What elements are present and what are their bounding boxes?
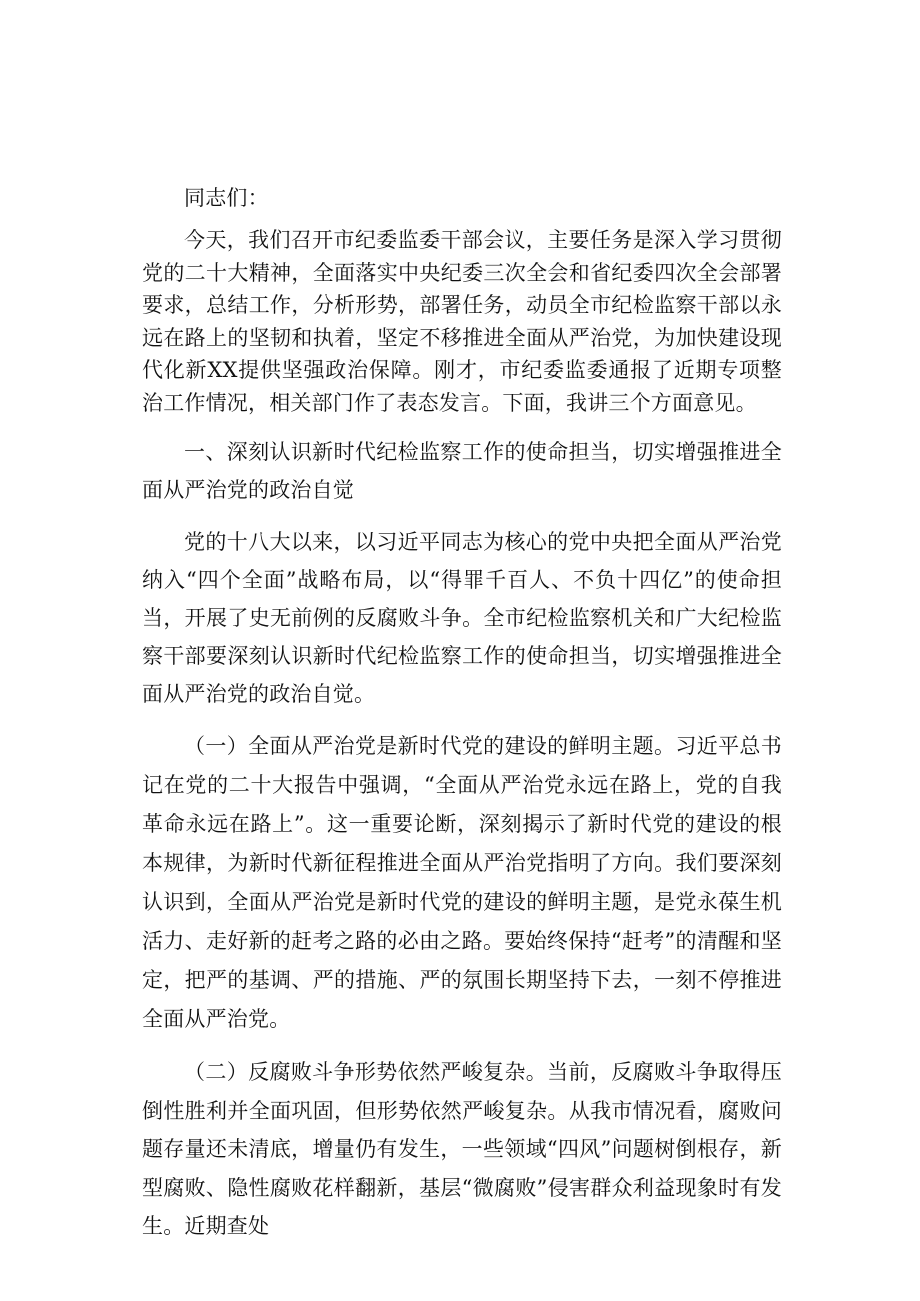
document-body [142, 178, 782, 1246]
salutation: 同志们： [184, 186, 269, 210]
section-1-paragraph: 党的十八大以来，以习近平同志为核心的党中央把全面从严治党纳入“四个全面”战略布局，以“得罪千百人、不负十四亿”的使命担当，开展了史无前例的反腐败斗争。全市纪检监察机关和广大纪检监察干部要深刻认识新时代纪检监察工作的使命担当，切实增强推进全面从严治党的政治自觉。 [142, 530, 782, 706]
intro-paragraph: 今天，我们召开市纪委监委干部会议，主要任务是深入学习贯彻党的二十大精神，全面落实中央纪委三次全会和省纪委四次全会部署要求，总结工作，分析形势，部署任务，动员全市纪检监察干部以永远在路上的坚韧和执着，坚定不移推进全面从严治党，为加快建设现代化新XX提供坚强政治保障。刚才，市纪委监委通报了近期专项整治工作情况，相关部门作了表态发言。下面，我讲三个方面意见。 [142, 228, 782, 415]
subsection-1-paragraph: （一）全面从严治党是新时代党的建设的鲜明主题。习近平总书记在党的二十大报告中强调，“全面从严治党永远在路上，党的自我革命永远在路上”。这一重要论断，深刻揭示了新时代党的建设的根本规律，为新时代新征程推进全面从严治党指明了方向。我们要深刻认识到，全面从严治党是新时代党的建设的鲜明主题，是党永葆生机活力、走好新的赶考之路的必由之路。要始终保持“赶考”的清醒和坚定，把严的基调、严的措施、严的氛围长期坚持下去，一刻不停推进全面从严治党。 [142, 734, 782, 1031]
subsection-2-paragraph: （二）反腐败斗争形势依然严峻复杂。当前，反腐败斗争取得压倒性胜利并全面巩固，但形势依然严峻复杂。从我市情况看，腐败问题存量还未清底，增量仍有发生，一些领域“四风”问题树倒根存，新型腐败、隐性腐败花样翻新，基层“微腐败”侵害群众利益现象时有发生。近期查处 [142, 1060, 782, 1238]
section-heading-1: 一、深刻认识新时代纪检监察工作的使命担当，切实增强推进全面从严治党的政治自觉 [142, 440, 782, 502]
